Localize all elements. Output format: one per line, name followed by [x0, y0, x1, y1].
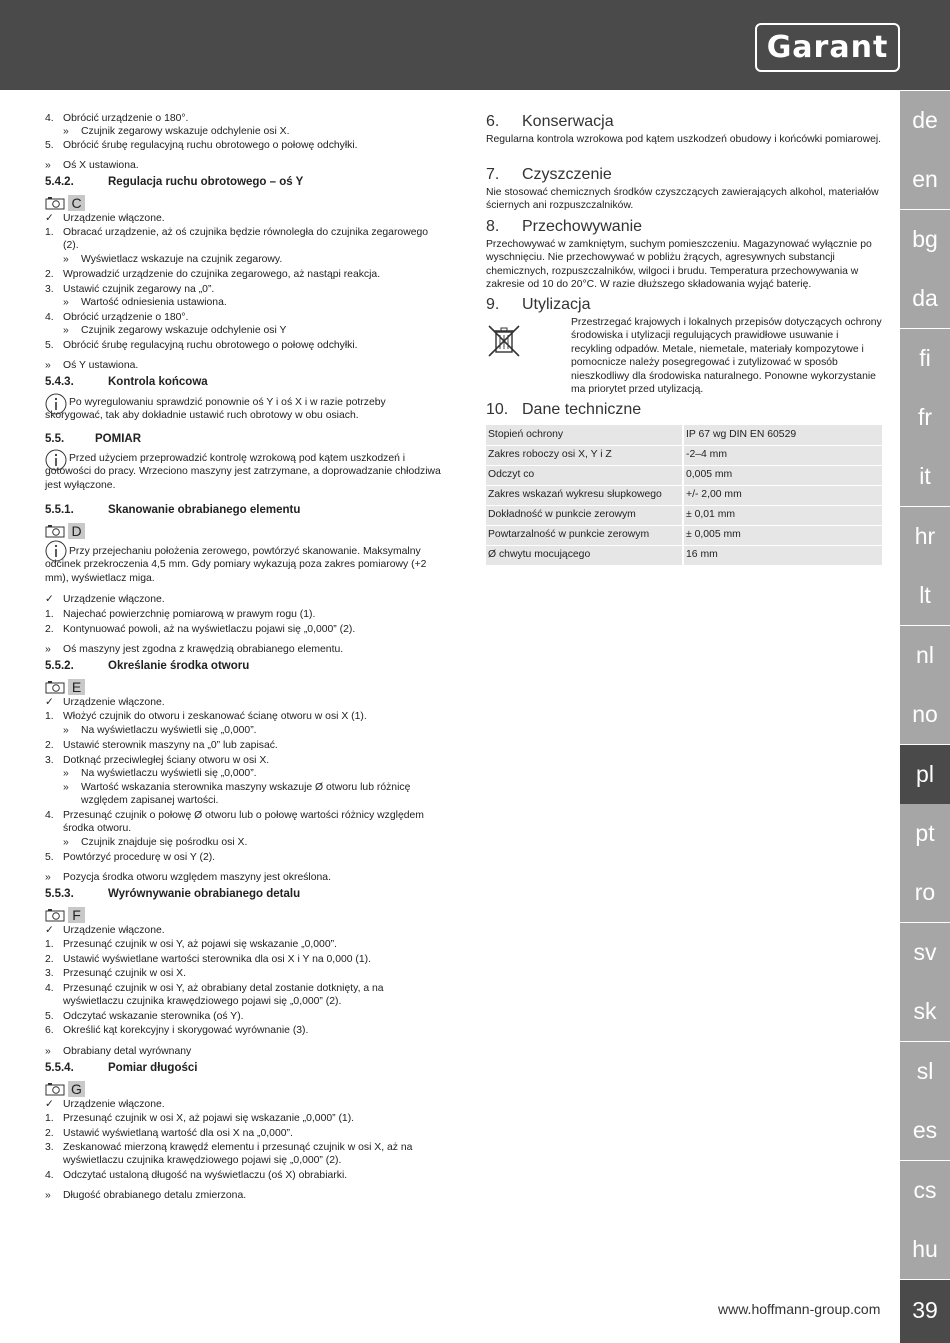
figure-letter: D	[68, 523, 85, 539]
footer-url: www.hoffmann-group.com	[718, 1301, 881, 1317]
precondition: ✓ Urządzenie włączone.	[45, 213, 165, 224]
check-icon: ✓	[45, 594, 54, 605]
table-cell-value: IP 67 wg DIN EN 60529	[683, 425, 882, 445]
check-icon: ✓	[45, 1099, 54, 1110]
figure-reference	[45, 522, 445, 540]
page-number: 39	[900, 1280, 950, 1343]
list-item: 1. Przesunąć czujnik w osi Y, aż pojawi się wskazanie „0,000”.	[45, 939, 337, 950]
info-icon	[45, 449, 67, 471]
language-tab-sk[interactable]: sk	[900, 982, 950, 1041]
table-cell-value: 16 mm	[683, 545, 882, 565]
precondition: ✓ Urządzenie włączone.	[45, 1099, 165, 1110]
table-cell-label: Dokładność w punkcie zerowym	[486, 505, 683, 525]
table-cell-label: Powtarzalność w punkcie zerowym	[486, 525, 683, 545]
result-item: » Na wyświetlaczu wyświetli się „0,000”.	[63, 725, 257, 736]
table-cell-label: Zakres wskazań wykresu słupkowego	[486, 485, 683, 505]
section-heading: 5.5.4. Pomiar długości	[45, 1062, 198, 1074]
table-cell-value: ± 0,01 mm	[683, 505, 882, 525]
table-row	[486, 425, 882, 445]
garant-logo: Garant	[755, 23, 900, 72]
info-icon	[45, 393, 67, 415]
language-tab-de[interactable]: de	[900, 91, 950, 150]
section-title: 7. Czyszczenie	[486, 166, 612, 183]
section-title: 6. Konserwacja	[486, 113, 614, 130]
table-cell-value: -2–4 mm	[683, 445, 882, 465]
figure-reference	[45, 906, 445, 924]
table-row	[486, 465, 882, 485]
section-heading: 5.5.3. Wyrównywanie obrabianego detalu	[45, 888, 301, 900]
result-item: » Na wyświetlaczu wyświetli się „0,000”.	[63, 768, 257, 779]
list-item: 6. Określić kąt korekcyjny i skorygować wyrównanie (3).	[45, 1025, 309, 1036]
language-tab-fr[interactable]: fr	[900, 388, 950, 447]
disposal-note	[486, 316, 882, 401]
camera-icon	[45, 680, 65, 694]
figure-letter: C	[68, 195, 85, 211]
language-sidebar	[900, 90, 950, 1343]
left-column	[45, 112, 445, 1205]
list-item: 3. Zeskanować mierzoną krawędź elementu i przesunąć czujnik w osi X, aż na wyświetlaczu czujnika krawędziowego pojawi się „0,000” (2).	[45, 1142, 413, 1167]
list-item: 3. Przesunąć czujnik w osi X.	[45, 968, 187, 979]
result-item: » Obrabiany detal wyrównany	[45, 1046, 192, 1057]
list-item: 4. Przesunąć czujnik o połowę Ø otworu lub o połowę wartości różnicy względem środka otworu.	[45, 810, 424, 835]
list-item: 5. Powtórzyć procedurę w osi Y (2).	[45, 852, 216, 863]
table-cell-value: 0,005 mm	[683, 465, 882, 485]
info-note: Przy przejechaniu położenia zerowego, powtórzyć skanowanie. Maksymalny odcinek przekroczenia 4,5 mm. Gdy pomiary wykazują poza zakres pomiarowy (+2 mm), wyświetlacz miga.	[45, 540, 445, 593]
section-title: 8. Przechowywanie	[486, 218, 643, 235]
table-cell-label: Ø chwytu mocującego	[486, 545, 683, 565]
list-item: 2. Wprowadzić urządzenie do czujnika zegarowego, aż nastąpi reakcja.	[45, 269, 381, 280]
result-item: » Oś Y ustawiona.	[45, 360, 139, 371]
list-item: 3. Ustawić czujnik zegarowy na „0”.	[45, 284, 215, 295]
step-text: Obrócić śrubę regulacyjną ruchu obrotowego o połowę odchyłki.	[63, 140, 358, 151]
result-item: » Oś maszyny jest zgodna z krawędzią obrabianego elementu.	[45, 644, 344, 655]
camera-icon	[45, 1082, 65, 1096]
list-item: 4. Przesunąć czujnik w osi Y, aż obrabiany detal zostanie dotknięty, a na wyświetlaczu czujnika krawędziowego pojawi się „0,000” (2).	[45, 983, 384, 1008]
language-tab-nl[interactable]: nl	[900, 626, 950, 685]
section-heading: 5.4.2. Regulacja ruchu obrotowego – oś Y	[45, 176, 304, 188]
language-tab-sv[interactable]: sv	[900, 923, 950, 982]
precondition: ✓ Urządzenie włączone.	[45, 594, 165, 605]
language-tab-cs[interactable]: cs	[900, 1161, 950, 1220]
table-row	[486, 445, 882, 465]
language-tab-pt[interactable]: pt	[900, 804, 950, 863]
result-item: » Czujnik zegarowy wskazuje odchylenie osi X.	[63, 126, 290, 137]
table-cell-value: +/- 2,00 mm	[683, 485, 882, 505]
result-item: » Wartość odniesienia ustawiona.	[63, 297, 227, 308]
list-item: 2. Ustawić wyświetlaną wartość dla osi X na „0,000”.	[45, 1128, 293, 1139]
result-item: » Czujnik zegarowy wskazuje odchylenie osi Y	[63, 325, 287, 336]
table-cell-label: Stopień ochrony	[486, 425, 683, 445]
info-note: Po wyregulowaniu sprawdzić ponownie oś Y i oś X i w razie potrzeby skorygować, tak aby dokładnie ustawić ruch obrotowy w obu osiach.	[45, 396, 445, 432]
table-row	[486, 545, 882, 565]
list-item: 1. Najechać powierzchnię pomiarową w prawym rogu (1).	[45, 609, 316, 620]
language-tab-fi[interactable]: fi	[900, 329, 950, 388]
camera-icon	[45, 196, 65, 210]
figure-reference	[45, 194, 445, 212]
check-icon: ✓	[45, 925, 54, 936]
table-row	[486, 505, 882, 525]
section-text: Przestrzegać krajowych i lokalnych przepisów dotyczących ochrony środowiska i utylizacji regulujących prawidłowe usuwanie i recykling odpadów. Metale, niemetale, materiały kompozytowe i pomocnicze należy posegregować i zutylizować w sposób nieszkodliwy dla środowiska naturalnego. Ponowne wykorzystanie ma priorytet przed utylizacją.	[571, 317, 882, 396]
crossed-bin-icon	[486, 323, 522, 359]
step-text: Obrócić urządzenie o 180°.	[63, 113, 189, 124]
section-text: Regularna kontrola wzrokowa pod kątem uszkodzeń obudowy i końcówki pomiarowej.	[486, 134, 882, 145]
technical-data-table	[486, 425, 882, 566]
section-heading: 5.5.1. Skanowanie obrabianego elementu	[45, 504, 301, 516]
figure-letter: E	[68, 679, 85, 695]
section-heading: 5.4.3. Kontrola końcowa	[45, 376, 208, 388]
list-item: 4. Obrócić urządzenie o 180°.	[45, 113, 189, 124]
list-item: 4. Odczytać ustaloną długość na wyświetlaczu (oś X) obrabiarki.	[45, 1170, 348, 1181]
figure-letter: F	[68, 907, 85, 923]
info-icon	[45, 540, 67, 562]
table-cell-label: Odczyt co	[486, 465, 683, 485]
table-cell-value: ± 0,005 mm	[683, 525, 882, 545]
right-column	[486, 113, 882, 566]
camera-icon	[45, 908, 65, 922]
section-text: Nie stosować chemicznych środków czyszczących zawierających alkohol, materiałów ściernych ani rozpuszczalników.	[486, 187, 879, 212]
check-icon: ✓	[45, 213, 54, 224]
result-item: » Pozycja środka otworu względem maszyny jest określona.	[45, 872, 331, 883]
language-tab-pl[interactable]: pl	[900, 745, 950, 804]
list-item: 5. Obrócić śrubę regulacyjną ruchu obrotowego o połowę odchyłki.	[45, 140, 358, 151]
list-item: 2. Kontynuować powoli, aż na wyświetlaczu pojawi się „0,000” (2).	[45, 624, 356, 635]
result-item: » Czujnik znajduje się pośrodku osi X.	[63, 837, 248, 848]
section-heading: 5.5. POMIAR	[45, 433, 141, 445]
list-item: 4. Obrócić urządzenie o 180°.	[45, 312, 189, 323]
figure-reference	[45, 1080, 445, 1098]
language-tab-no[interactable]: no	[900, 685, 950, 744]
list-item: 1. Przesunąć czujnik w osi X, aż pojawi się wskazanie „0,000” (1).	[45, 1113, 355, 1124]
camera-icon	[45, 524, 65, 538]
figure-letter: G	[68, 1081, 85, 1097]
list-item: 1. Włożyć czujnik do otworu i zeskanować ścianę otworu w osi X (1).	[45, 711, 367, 722]
precondition: ✓ Urządzenie włączone.	[45, 697, 165, 708]
figure-reference	[45, 678, 445, 696]
result-item: » Wyświetlacz wskazuje na czujnik zegarowy.	[63, 254, 283, 265]
language-tab-bg[interactable]: bg	[900, 210, 950, 269]
language-tab-it[interactable]: it	[900, 447, 950, 506]
language-tab-ro[interactable]: ro	[900, 863, 950, 922]
language-tab-hu[interactable]: hu	[900, 1220, 950, 1279]
section-title: 9. Utylizacja	[486, 296, 591, 313]
table-row	[486, 485, 882, 505]
result-item: » Oś X ustawiona.	[45, 160, 139, 171]
list-item: 1. Obracać urządzenie, aż oś czujnika będzie równoległa do czujnika zegarowego (2).	[45, 227, 429, 252]
result-item: » Wartość wskazania sterownika maszyny wskazuje Ø otworu lub różnicę względem zapisanej wartości.	[63, 782, 411, 807]
precondition: ✓ Urządzenie włączone.	[45, 925, 165, 936]
page-header	[0, 0, 950, 90]
step-result: Czujnik zegarowy wskazuje odchylenie osi X.	[81, 126, 290, 137]
list-item: 5. Obrócić śrubę regulacyjną ruchu obrotowego o połowę odchyłki.	[45, 340, 358, 351]
language-tab-en[interactable]: en	[900, 150, 950, 209]
language-tab-sl[interactable]: sl	[900, 1042, 950, 1101]
section-heading: 5.5.2. Określanie środka otworu	[45, 660, 250, 672]
language-tab-hr[interactable]: hr	[900, 507, 950, 566]
list-item: 5. Odczytać wskazanie sterownika (oś Y).	[45, 1011, 244, 1022]
list-item: 2. Ustawić wyświetlane wartości sterownika dla osi X i Y na 0,000 (1).	[45, 954, 372, 965]
table-cell-label: Zakres roboczy osi X, Y i Z	[486, 445, 683, 465]
language-tab-da[interactable]: da	[900, 269, 950, 328]
result-item: » Długość obrabianego detalu zmierzona.	[45, 1190, 247, 1201]
table-row	[486, 525, 882, 545]
check-icon: ✓	[45, 697, 54, 708]
info-note: Przed użyciem przeprowadzić kontrolę wzrokową pod kątem uszkodzeń i gotowości do pracy. Wrzeciono maszyny jest zatrzymane, a doprowadzanie chłodziwa jest wyłączone.	[45, 449, 445, 503]
list-item: 2. Ustawić sterownik maszyny na „0” lub zapisać.	[45, 740, 278, 751]
language-tab-lt[interactable]: lt	[900, 566, 950, 625]
section-title: 10. Dane techniczne	[486, 401, 642, 418]
step-result: Oś X ustawiona.	[63, 160, 139, 171]
language-tab-es[interactable]: es	[900, 1101, 950, 1160]
section-text: Przechowywać w zamkniętym, suchym pomieszczeniu. Magazynować wyłącznie po wyschnięciu. Nie przechowywać w pobliżu żrących, agresywnych substancji chemicznych, rozpuszczalników, wilgoci i brudu. Temperatura przechowywania w zakresie od 10 do 20°C. W razie dłuższego składowania wyjąć baterię.	[486, 239, 872, 291]
list-item: 3. Dotknąć przeciwległej ściany otworu w osi X.	[45, 755, 270, 766]
